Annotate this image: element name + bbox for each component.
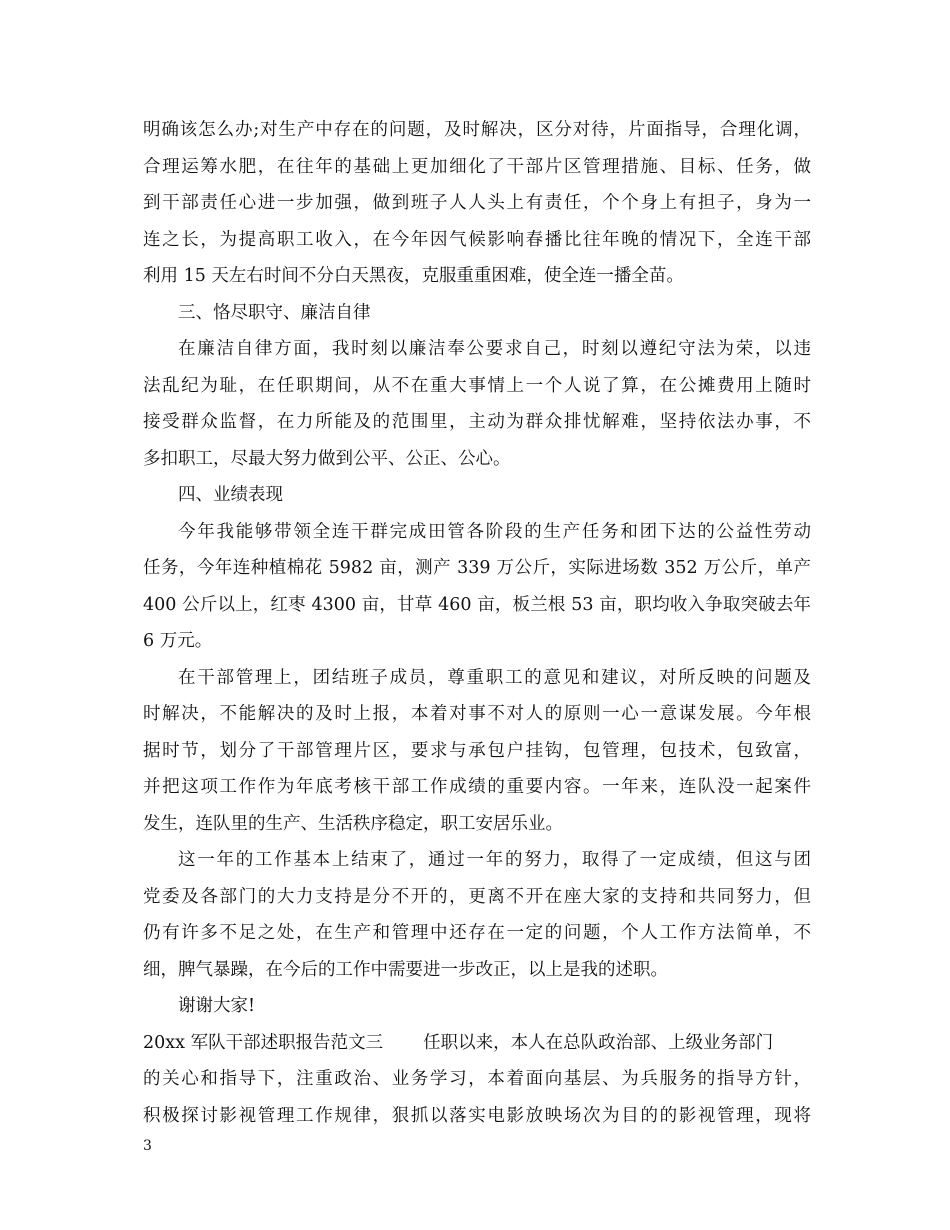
section-heading: 四、业绩表现 (178, 485, 283, 505)
document-body (143, 112, 811, 1134)
text-line: 明确该怎么办;对生产中存在的问题，及时解决，区分对待，片面指导，合理化调， (143, 120, 811, 140)
text-line: 合理运筹水肥，在往年的基础上更加细化了干部片区管理措施、目标、任务，做 (143, 156, 811, 177)
text-line: 在干部管理上，团结班子成员，尊重职工的意见和建议，对所反映的问题及 (178, 667, 811, 688)
text-line: 今年我能够带领全连干群完成田管各阶段的生产任务和团下达的公益性劳动 (178, 521, 811, 542)
text-line: 法乱纪为耻，在任职期间，从不在重大事情上一个人说了算，在公摊费用上随时 (143, 375, 811, 396)
text-line: 400 公斤以上，红枣 4300 亩，甘草 460 亩，板兰根 53 亩，职均收入争取突破去年 (143, 594, 811, 615)
closing-line: 谢谢大家! (178, 996, 256, 1016)
section-heading: 三、恪尽职守、廉洁自律 (178, 302, 371, 323)
report-heading-line (143, 1025, 811, 1062)
text-line: 细，脾气暴躁，在今后的工作中需要进一步改正，以上是我的述职。 (143, 959, 668, 980)
report-title: 20xx 军队干部述职报告范文三 (143, 1032, 384, 1053)
text-line: 积极探讨影视管理工作规律，狠抓以落实电影放映场次为目的的影视管理，现将 (143, 1105, 811, 1126)
text-line: 多扣职工，尽最大努力做到公平、公正、公心。 (143, 448, 511, 469)
text-line: 并把这项工作作为年底考核干部工作成绩的重要内容。一年来，连队没一起案件 (143, 777, 811, 797)
text-line: 这一年的工作基本上结束了，通过一年的努力，取得了一定成绩，但这与团 (178, 850, 811, 870)
text-line: 任务，今年连种植棉花 5982 亩，测产 339 万公斤，实际进场数 352 万公斤，单产 (143, 558, 811, 578)
text-line: 6 万元。 (143, 631, 213, 651)
text-line: 仍有许多不足之处，在生产和管理中还存在一定的问题，个人工作方法简单，不 (143, 923, 811, 943)
report-intro: 任职以来，本人在总队政治部、上级业务部门 (423, 1032, 774, 1053)
text-line: 发生，连队里的生产、生活秩序稳定，职工安居乐业。 (143, 813, 563, 834)
page-number: 3 (143, 1138, 152, 1154)
text-line: 的关心和指导下，注重政治、业务学习，本着面向基层、为兵服务的指导方针， (143, 1069, 811, 1089)
text-line: 在廉洁自律方面，我时刻以廉洁奉公要求自己，时刻以遵纪守法为荣，以违 (178, 339, 811, 359)
text-line: 党委及各部门的大力支持是分不开的，更离不开在座大家的支持和共同努力，但 (143, 886, 811, 907)
text-line: 利用 15 天左右时间不分白天黑夜，克服重重困难，使全连一播全苗。 (143, 266, 684, 286)
text-line: 到干部责任心进一步加强，做到班子人人头上有责任，个个身上有担子，身为一 (143, 193, 811, 213)
text-line: 时解决，不能解决的及时上报，本着对事不对人的原则一心一意谋发展。今年根 (143, 704, 811, 724)
text-line: 连之长，为提高职工收入，在今年因气候影响春播比往年晚的情况下，全连干部 (143, 229, 811, 250)
text-line: 据时节，划分了干部管理片区，要求与承包户挂钩，包管理，包技术，包致富， (143, 740, 811, 761)
text-line: 接受群众监督，在力所能及的范围里，主动为群众排忧解难，坚持依法办事，不 (143, 412, 811, 432)
